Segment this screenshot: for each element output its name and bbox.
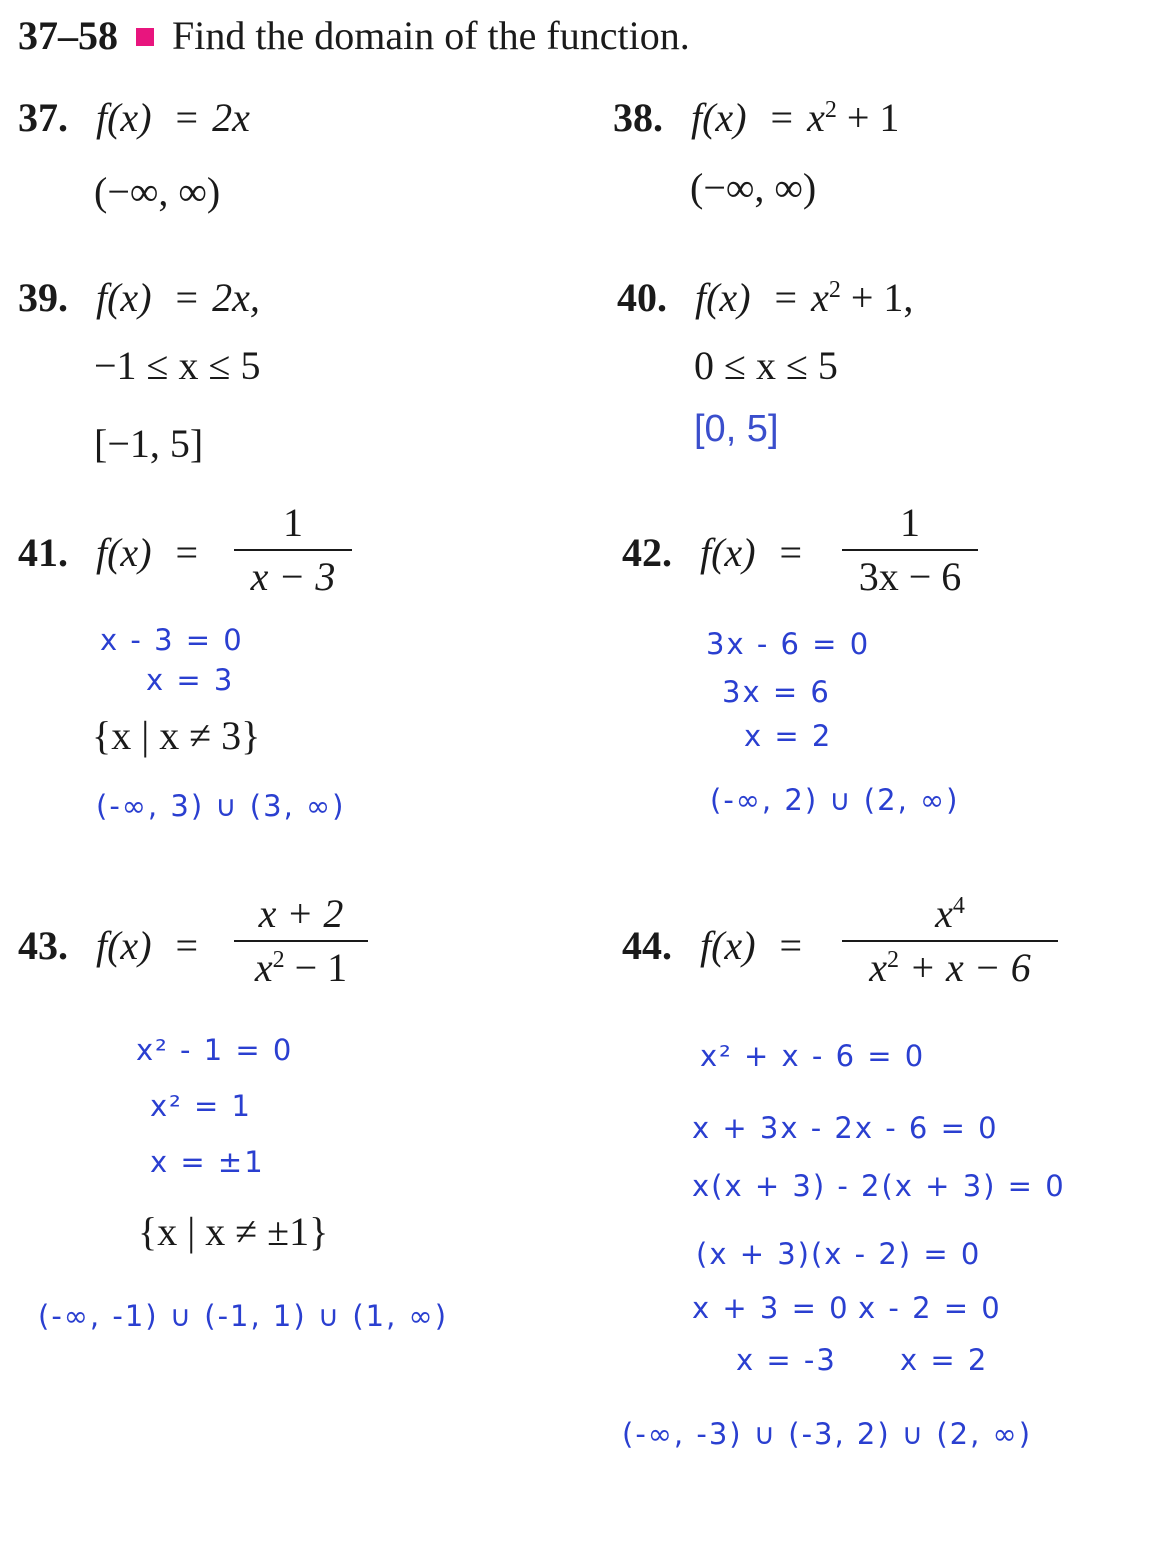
fraction-43 <box>234 891 368 990</box>
answer-39: [−1, 5] <box>94 421 204 466</box>
fraction-bar <box>234 940 368 942</box>
condition-40: 0 ≤ x ≤ 5 <box>694 343 838 388</box>
answer-41: {x | x ≠ 3} <box>92 713 261 758</box>
problem-number: 38. <box>613 95 663 140</box>
problem-41 <box>18 530 199 575</box>
equals-sign: = <box>175 95 199 140</box>
problem-number: 43. <box>18 923 68 968</box>
work-42-line-3: x = 2 <box>744 719 833 753</box>
exponent: 4 <box>952 893 965 919</box>
section-marker-icon <box>136 28 154 46</box>
function-rule-tail: + 1, <box>840 275 914 320</box>
work-42-line-2: 3x = 6 <box>722 675 831 709</box>
problem-39 <box>18 275 260 320</box>
answer-37: (−∞, ∞) <box>94 169 221 214</box>
fraction-41 <box>234 500 352 599</box>
problem-43 <box>18 923 199 968</box>
numerator: 1 <box>900 500 920 545</box>
fraction-bar <box>842 940 1058 942</box>
exponent: 2 <box>887 947 899 973</box>
work-41-line-1: x - 3 = 0 <box>100 623 244 657</box>
problem-number: 39. <box>18 275 68 320</box>
function-rule: 2x <box>212 95 250 140</box>
work-43-line-1: x² - 1 = 0 <box>136 1033 294 1067</box>
condition-39: −1 ≤ x ≤ 5 <box>94 343 261 388</box>
function-name: f(x) <box>96 530 152 575</box>
problem-42 <box>622 530 803 575</box>
denominator-base: x <box>254 945 273 990</box>
problem-number: 37. <box>18 95 68 140</box>
fraction-bar <box>842 549 978 551</box>
work-43-line-2: x² = 1 <box>150 1089 252 1123</box>
function-name: f(x) <box>700 530 756 575</box>
work-44-line-4: (x + 3)(x - 2) = 0 <box>696 1237 982 1271</box>
work-42-line-1: 3x - 6 = 0 <box>706 627 871 661</box>
work-44-line-2: x + 3x - 2x - 6 = 0 <box>692 1111 999 1145</box>
denominator-tail: − 1 <box>284 945 348 990</box>
numerator-base: x <box>935 891 953 936</box>
problem-37 <box>18 95 250 140</box>
interval-42: (-∞, 2) ∪ (2, ∞) <box>710 783 960 817</box>
work-44-line-3: x(x + 3) - 2(x + 3) = 0 <box>692 1169 1066 1203</box>
exercise-range: 37–58 <box>18 13 118 58</box>
denominator-base: x <box>869 945 887 990</box>
function-name: f(x) <box>96 95 152 140</box>
function-rule-base: x <box>811 275 829 320</box>
numerator: x + 2 <box>258 891 344 936</box>
equals-sign: = <box>779 923 803 968</box>
equals-sign: = <box>770 95 794 140</box>
fraction-44 <box>842 891 1058 990</box>
interval-44: (-∞, -3) ∪ (-3, 2) ∪ (2, ∞) <box>622 1417 1033 1451</box>
denominator: 3x − 6 <box>858 554 962 599</box>
problem-number: 44. <box>622 923 672 968</box>
answer-38: (−∞, ∞) <box>690 165 817 210</box>
equals-sign: = <box>175 530 199 575</box>
work-44-line-6: x - 2 = 0 <box>858 1291 1002 1325</box>
interval-43: (-∞, -1) ∪ (-1, 1) ∪ (1, ∞) <box>38 1299 449 1333</box>
answer-43: {x | x ≠ ±1} <box>138 1209 329 1254</box>
problem-number: 42. <box>622 530 672 575</box>
function-name: f(x) <box>691 95 747 140</box>
exponent: 2 <box>272 947 285 973</box>
problem-44 <box>622 923 803 968</box>
function-name: f(x) <box>695 275 751 320</box>
fraction-42 <box>842 500 978 599</box>
work-43-line-3: x = ±1 <box>150 1145 265 1179</box>
numerator: 1 <box>283 500 303 545</box>
work-44-line-1: x² + x - 6 = 0 <box>700 1039 926 1073</box>
exponent: 2 <box>824 97 837 123</box>
function-rule: 2x, <box>212 275 260 320</box>
work-44-line-8: x = 2 <box>900 1343 989 1377</box>
problem-number: 41. <box>18 530 68 575</box>
denominator: x − 3 <box>250 554 336 599</box>
function-rule-base: x <box>807 95 825 140</box>
fraction-bar <box>234 549 352 551</box>
equals-sign: = <box>175 923 199 968</box>
problem-38 <box>613 95 900 140</box>
work-44-line-7: x = -3 <box>736 1343 837 1377</box>
function-name: f(x) <box>96 275 152 320</box>
exponent: 2 <box>828 277 841 303</box>
work-44-line-5: x + 3 = 0 <box>692 1291 850 1325</box>
interval-41: (-∞, 3) ∪ (3, ∞) <box>96 789 346 823</box>
equals-sign: = <box>774 275 798 320</box>
function-rule-tail: + 1 <box>836 95 900 140</box>
problem-number: 40. <box>617 275 667 320</box>
instruction-text: Find the domain of the function. <box>172 13 690 58</box>
denominator-tail: + x − 6 <box>899 945 1031 990</box>
section-header <box>18 13 690 58</box>
equals-sign: = <box>779 530 803 575</box>
equals-sign: = <box>175 275 199 320</box>
problem-40 <box>617 275 914 320</box>
function-name: f(x) <box>700 923 756 968</box>
work-41-line-2: x = 3 <box>146 663 235 697</box>
answer-40: [0, 5] <box>694 408 779 450</box>
function-name: f(x) <box>96 923 152 968</box>
